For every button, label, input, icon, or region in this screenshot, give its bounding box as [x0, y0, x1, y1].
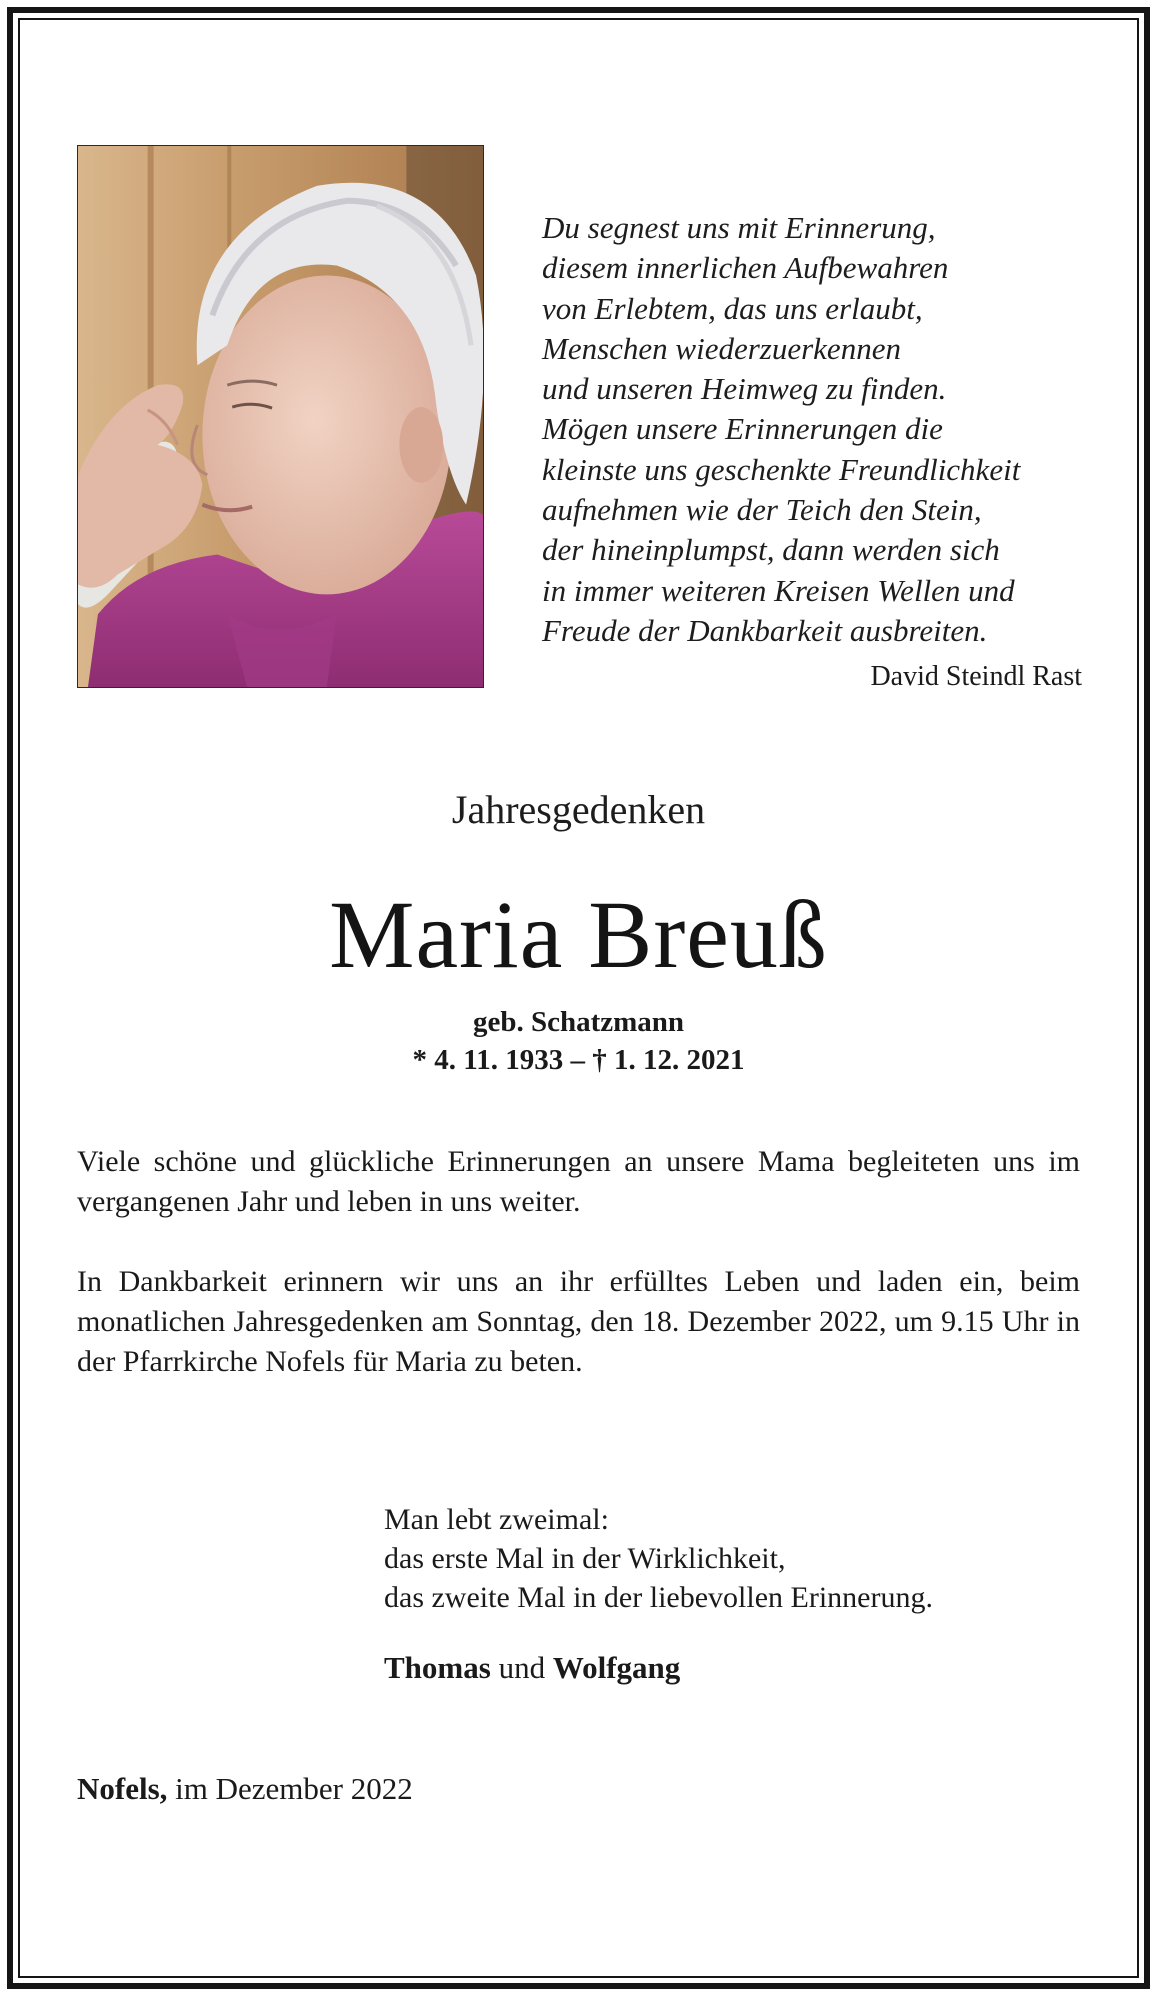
poem-line: kleinste uns geschenkte Freundlichkeit: [542, 451, 1021, 487]
poem-line: aufnehmen wie der Teich den Stein,: [542, 492, 982, 528]
poem-line: diesem innerlichen Aufbewahren: [542, 250, 949, 286]
poem-line: von Erlebtem, das uns erlaubt,: [542, 290, 923, 326]
signers: [384, 1649, 680, 1687]
signers-connector: und: [490, 1650, 553, 1685]
portrait-photo: [77, 145, 484, 688]
poem-line: Du segnest uns mit Erinnerung,: [542, 210, 936, 245]
portrait-illustration: [78, 146, 483, 687]
life-dates: * 4. 11. 1933 – † 1. 12. 2021: [412, 1044, 745, 1076]
paragraph-invitation: In Dankbarkeit erinnern wir uns an ihr erfülltes Leben und laden ein, beim monatlichen Jahresgedenken am Sonntag, den 18. Dezember 2022, um 9.15 Uhr in der Pfarrkirche Nofels für Maria zu beten.: [77, 1265, 1080, 1378]
signer-name: Wolfgang: [552, 1650, 681, 1685]
poem-line: Mögen unsere Erinnerungen die: [542, 411, 943, 447]
maiden-name: geb. Schatzmann: [472, 1006, 685, 1038]
heading-jahresgedenken: Jahresgedenken: [451, 787, 706, 832]
publish-date: im Dezember 2022: [167, 1771, 413, 1806]
poem-line: in immer weiteren Kreisen Wellen und: [542, 572, 1015, 608]
quote-line: Man lebt zweimal:: [384, 1503, 609, 1536]
poem-line: Freude der Dankbarkeit ausbreiten.: [542, 612, 988, 648]
poem: [542, 208, 1112, 651]
quote-line: das zweite Mal in der liebevollen Erinnerung.: [384, 1581, 933, 1614]
place-name: Nofels,: [77, 1771, 168, 1806]
quote-line: das erste Mal in der Wirklichkeit,: [384, 1542, 786, 1575]
place-date: [77, 1770, 413, 1808]
poem-author: David Steindl Rast: [870, 661, 1082, 692]
deceased-name: Maria Breuß: [329, 881, 828, 988]
signer-name: Thomas: [384, 1650, 491, 1685]
poem-line: Menschen wiederzuerkennen: [542, 330, 901, 366]
poem-line: der hineinplumpst, dann werden sich: [542, 532, 1000, 568]
closing-quote: [384, 1500, 1104, 1617]
paragraph-memories: Viele schöne und glückliche Erinnerungen an unsere Mama begleiteten uns im vergangenen Jahr und leben in uns weiter.: [77, 1145, 1080, 1218]
poem-line: und unseren Heimweg zu finden.: [542, 371, 947, 407]
